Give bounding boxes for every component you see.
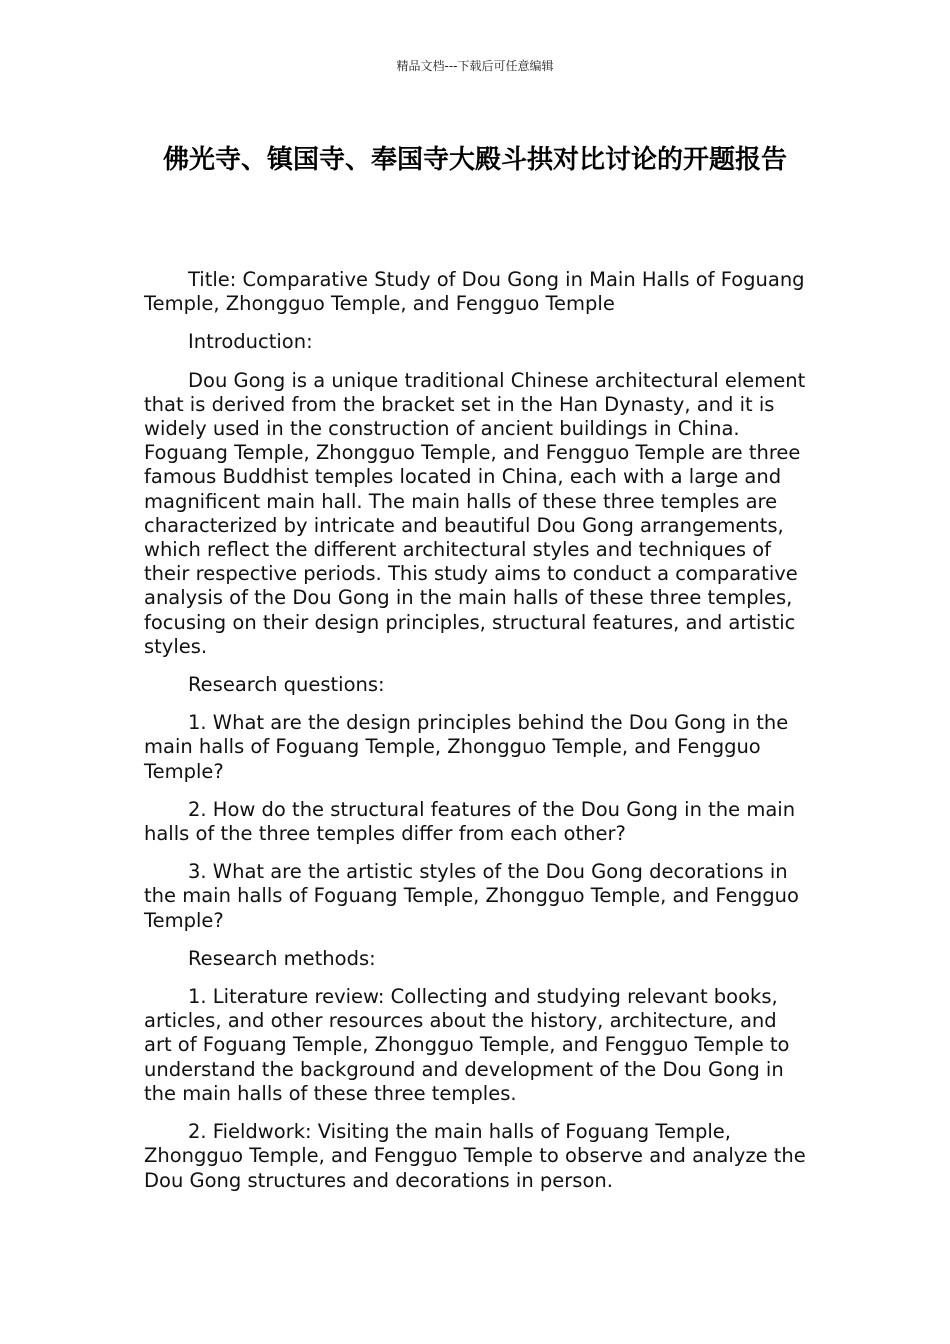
introduction-paragraph: Dou Gong is a unique traditional Chinese architectural element that is derived from the bracket set in the Han Dynasty, and it is widely used in the construction of ancient buildings in China. Foguang Temple, Zhongguo Temple, and Fengguo Temple are three famous Buddhist temples located in China, each with a large and magnificent main hall. The main halls of these three temples are characterized by intricate and beautiful Dou Gong arrangements, which reflect the different architectural styles and techniques of their respective periods. This study aims to conduct a comparative analysis of the Dou Gong in the main halls of these three temples, focusing on their design principles, structural features, and artistic styles. [144,368,806,658]
research-question-3: 3. What are the artistic styles of the Dou Gong decorations in the main halls of Foguang Temple, Zhongguo Temple, and Fengguo Temple? [144,860,799,932]
research-method-2: 2. Fieldwork: Visiting the main halls of Foguang Temple, Zhongguo Temple, and Fengguo Temple to observe and analyze the Dou Gong structures and decorations in person. [144,1120,806,1192]
research-questions-heading: Research questions: [188,673,385,697]
page-header: 精品文档---下载后可任意编辑 [396,59,554,73]
document-body [144,268,806,1207]
title-paragraph: Title: Comparative Study of Dou Gong in Main Halls of Foguang Temple, Zhongguo Temple, and Fengguo Temple [144,268,805,316]
research-question-1: 1. What are the design principles behind the Dou Gong in the main halls of Foguang Temple, Zhongguo Temple, and Fengguo Temple? [144,711,789,783]
document-title: 佛光寺、镇国寺、奉国寺大殿斗拱对比讨论的开题报告 [162,145,787,175]
research-methods-heading: Research methods: [188,946,376,970]
research-method-1: 1. Literature review: Collecting and studying relevant books, articles, and other resources about the history, architecture, and art of Foguang Temple, Zhongguo Temple, and Fengguo Temple to understand the background and development of the Dou Gong in the main halls of these three temples. [144,985,790,1105]
research-question-2: 2. How do the structural features of the Dou Gong in the main halls of the three temples differ from each other? [144,797,796,846]
introduction-heading: Introduction: [188,330,313,354]
